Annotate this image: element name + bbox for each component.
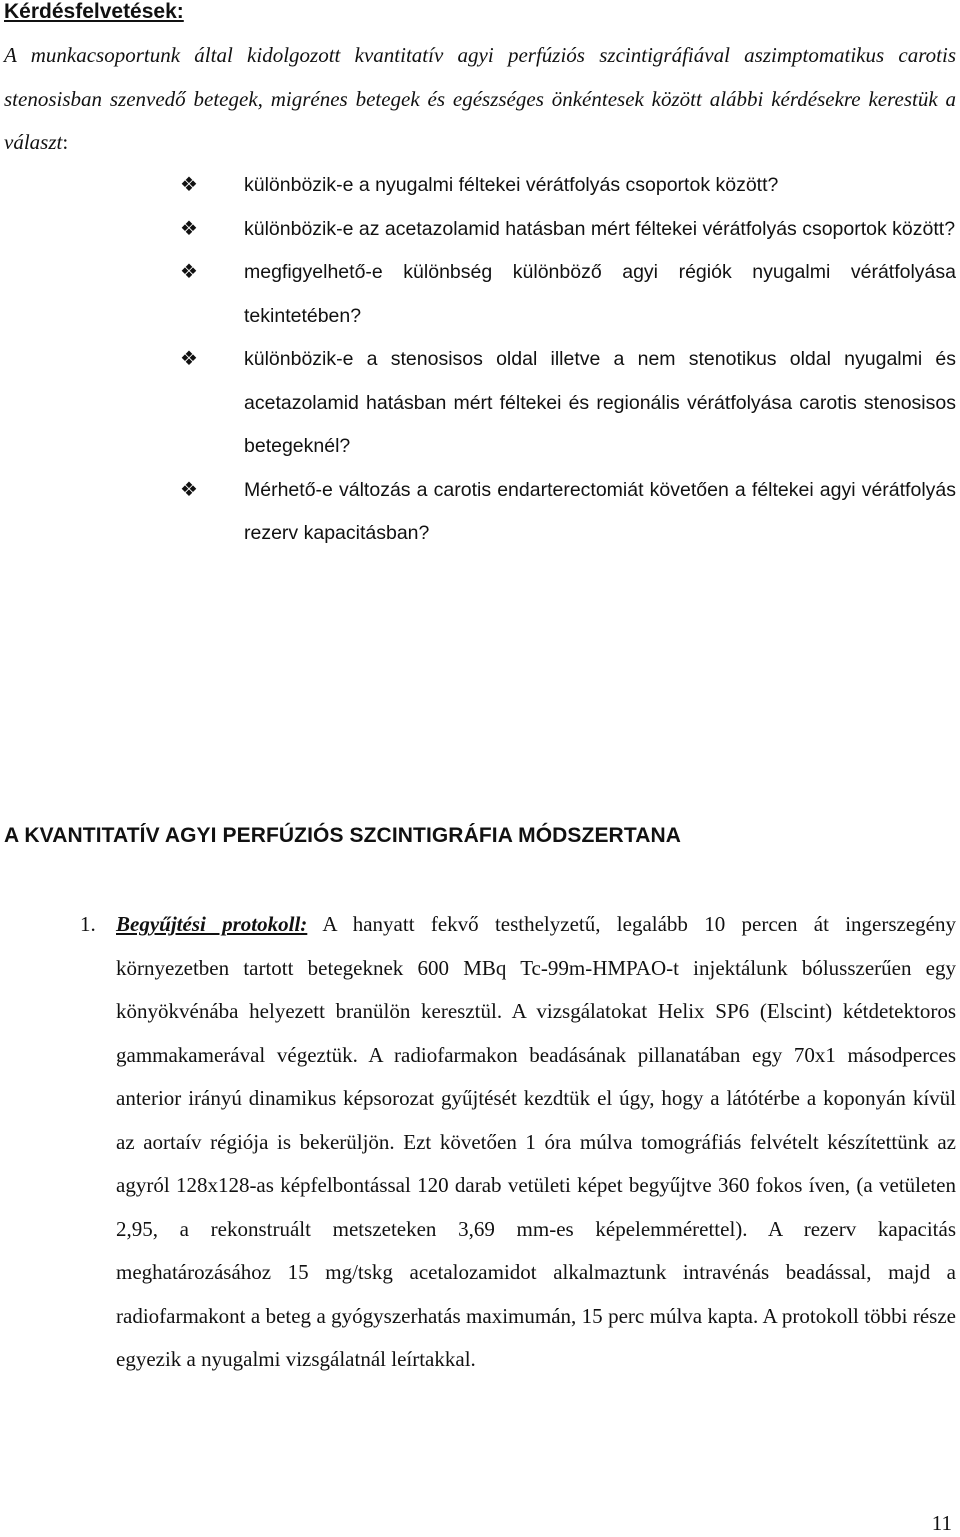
diamond-bullet-icon: ❖ (180, 174, 198, 196)
diamond-bullet-icon: ❖ (180, 348, 198, 370)
intro-paragraph (4, 34, 956, 165)
question-item (180, 164, 956, 208)
question-item (180, 251, 956, 338)
protocol-text: A hanyatt fekvő testhelyzetű, legalább 10 percen át ingerszegény környezetben tartott betegeknek 600 MBq Tc-99m-HMPAO-t injektálunk bólusszerűen egy könyökvénába helyezett branülön keresztül. A vizsgálatokat Helix SP6 (Elscint) kétdetektoros gammakamerával végeztük. A radiofarmakon beadásának pillanatában egy 70x1 másodperces anterior irányú dinamikus képsorozat gyűjtését kezdtük el úgy, hogy a látótérbe a koponyán kívül az aortaív régiója is bekerüljön. Ezt követően 1 óra múlva tomográfiás felvételt készítettünk az agyról 128x128-as képfelbontással 120 darab vetületi képet begyűjtve 360 fokos íven, (a vetületen 2,95, a rekonstruált metszeteken 3,69 mm-es képelemmérettel). A rezerv kapacitás meghatározásához 15 mg/tskg acetalozamidot alkalmaztunk intravénás beadással, majd a radiofarmakont a beteg a gyógyszerhatás maximumán, 15 perc múlva kapta. A protokoll többi része egyezik a nyugalmi vizsgálatnál leírtakkal. (116, 912, 956, 1371)
question-text: különbözik-e az acetazolamid hatásban mért féltekei vérátfolyás csoportok között? (244, 217, 956, 240)
question-text: különbözik-e a nyugalmi féltekei vérátfolyás csoportok között? (244, 174, 779, 196)
intro-colon: : (62, 130, 69, 154)
question-text: különbözik-e a stenosisos oldal illetve a nem stenotikus oldal nyugalmi és acetazolamid hatásban mért féltekei és regionális vérátfolyása carotis stenosisos betegeknél? (244, 348, 956, 457)
section-heading: Kérdésfelvetések: (4, 0, 184, 23)
protocol-number: 1. (80, 912, 96, 936)
question-item (180, 338, 956, 469)
page-number: 11 (931, 1511, 952, 1535)
question-item (180, 208, 956, 252)
diamond-bullet-icon: ❖ (180, 478, 198, 501)
diamond-bullet-icon: ❖ (180, 217, 198, 240)
question-list (180, 164, 956, 556)
diamond-bullet-icon: ❖ (180, 261, 198, 283)
intro-text: A munkacsoportunk által kidolgozott kvantitatív agyi perfúziós szcintigráfiával aszimptomatikus carotis stenosisban szenvedő betegek, migrénes betegek és egészséges önkéntesek között alábbi kérdésekre kerestük a választ (4, 43, 956, 154)
question-item (180, 469, 956, 556)
protocol-item (80, 903, 956, 1382)
protocol-paragraph (116, 903, 956, 1382)
question-text: Mérhető-e változás a carotis endarterectomiát követően a féltekei agyi vérátfolyás rezerv kapacitásban? (244, 478, 956, 544)
question-text: megfigyelhető-e különbség különböző agyi régiók nyugalmi vérátfolyása tekintetében? (244, 261, 956, 327)
protocol-label: Begyűjtési protokoll: (116, 912, 308, 936)
methodology-title: A KVANTITATÍV AGYI PERFÚZIÓS SZCINTIGRÁFIA MÓDSZERTANA (4, 824, 681, 847)
